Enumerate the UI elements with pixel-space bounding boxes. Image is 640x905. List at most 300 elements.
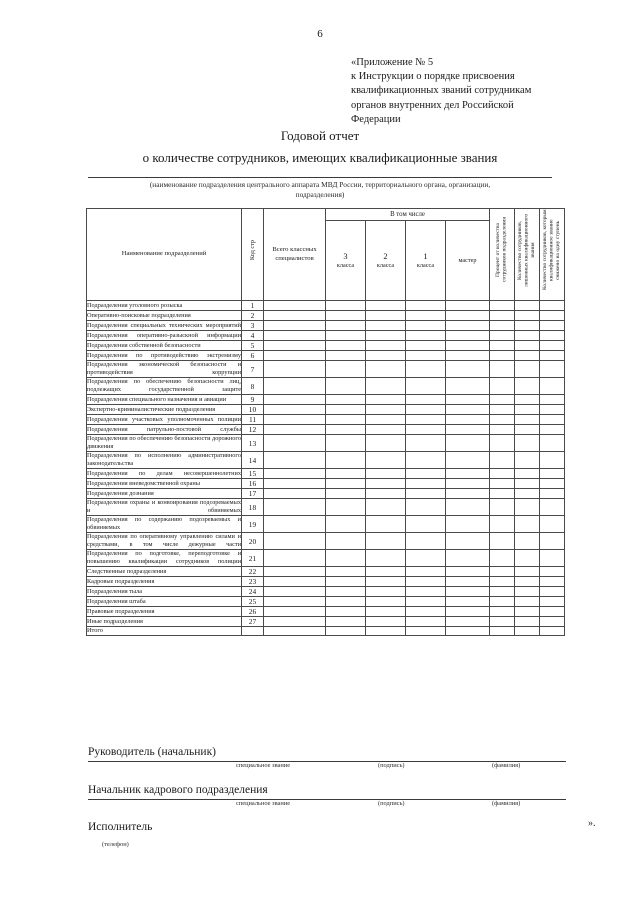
signature-role-hr: Начальник кадрового подразделения (88, 784, 268, 796)
row-value-cell[interactable] (326, 469, 366, 479)
row-value-cell[interactable] (446, 597, 490, 607)
row-value-cell[interactable] (264, 617, 326, 627)
row-value-cell[interactable] (540, 489, 565, 499)
row-value-cell[interactable] (366, 550, 406, 567)
row-value-cell[interactable] (540, 516, 565, 533)
row-value-cell[interactable] (326, 331, 366, 341)
row-value-cell[interactable] (515, 607, 540, 617)
row-value-cell[interactable] (446, 607, 490, 617)
row-value-cell[interactable] (406, 577, 446, 587)
row-value-cell[interactable] (264, 361, 326, 378)
row-value-cell[interactable] (490, 617, 515, 627)
row-value-cell[interactable] (515, 301, 540, 311)
header-code (242, 209, 264, 301)
row-value-cell[interactable] (366, 533, 406, 550)
row-value-cell[interactable] (366, 405, 406, 415)
row-value-cell[interactable] (366, 361, 406, 378)
header-class-master (446, 221, 490, 301)
table-row (87, 452, 565, 469)
row-value-cell[interactable] (264, 469, 326, 479)
row-value-cell[interactable] (515, 577, 540, 587)
document-title: Годовой отчет (280, 128, 360, 143)
row-value-cell[interactable] (406, 597, 446, 607)
row-value-cell[interactable] (264, 479, 326, 489)
row-value-cell[interactable] (515, 499, 540, 516)
row-code: 18 (242, 499, 264, 516)
row-value-cell[interactable] (490, 361, 515, 378)
row-value-cell[interactable] (446, 533, 490, 550)
row-value-cell[interactable] (406, 499, 446, 516)
row-value-cell[interactable] (326, 415, 366, 425)
table-row (87, 425, 565, 435)
row-value-cell[interactable] (540, 577, 565, 587)
row-value-cell[interactable] (366, 341, 406, 351)
row-value-cell[interactable] (446, 395, 490, 405)
row-value-cell[interactable] (406, 469, 446, 479)
row-value-cell[interactable] (326, 405, 366, 415)
row-value-cell[interactable] (264, 567, 326, 577)
row-value-cell[interactable] (326, 452, 366, 469)
row-value-cell[interactable] (406, 607, 446, 617)
row-value-cell[interactable] (406, 361, 446, 378)
row-value-cell[interactable] (406, 489, 446, 499)
row-value-cell[interactable] (446, 311, 490, 321)
row-value-cell[interactable] (406, 405, 446, 415)
row-value-cell[interactable] (540, 587, 565, 597)
row-value-cell[interactable] (515, 311, 540, 321)
row-value-cell[interactable] (406, 301, 446, 311)
row-value-cell[interactable] (515, 435, 540, 452)
row-value-cell[interactable] (515, 617, 540, 627)
organization-caption-line-2: подразделения) (295, 189, 345, 199)
row-value-cell[interactable] (540, 351, 565, 361)
organization-caption-line-1: (наименование подразделения центрального аппарата МВД России, территориального органа, организации, (149, 180, 491, 189)
row-value-cell[interactable] (264, 435, 326, 452)
row-value-cell[interactable] (446, 378, 490, 395)
row-value-cell[interactable] (515, 415, 540, 425)
header-group-among-which: В том числе (326, 209, 490, 221)
row-value-cell[interactable] (490, 331, 515, 341)
row-value-cell[interactable] (366, 597, 406, 607)
row-value-cell[interactable] (406, 627, 446, 636)
row-value-cell[interactable] (515, 321, 540, 331)
header-lowered-label: Количество сотрудников, которым квалификационное звание снижено на одну ступень (542, 209, 562, 291)
row-value-cell[interactable] (326, 627, 366, 636)
row-value-cell[interactable] (446, 479, 490, 489)
header-percent-label: Процент от количества сотрудников подразделения (495, 217, 508, 283)
row-value-cell[interactable] (446, 516, 490, 533)
header-class-1-num: 1 (423, 251, 428, 261)
header-class-3-word: класса (336, 261, 355, 269)
table-row (87, 533, 565, 550)
row-value-cell[interactable] (406, 311, 446, 321)
table-row (87, 351, 565, 361)
row-value-cell[interactable] (540, 405, 565, 415)
row-value-cell[interactable] (490, 469, 515, 479)
row-value-cell[interactable] (264, 533, 326, 550)
table-row (87, 311, 565, 321)
row-value-cell[interactable] (406, 533, 446, 550)
row-value-cell[interactable] (490, 607, 515, 617)
row-value-cell[interactable] (446, 341, 490, 351)
row-value-cell[interactable] (326, 301, 366, 311)
row-value-cell[interactable] (490, 516, 515, 533)
row-value-cell[interactable] (326, 378, 366, 395)
row-value-cell[interactable] (326, 311, 366, 321)
row-value-cell[interactable] (490, 627, 515, 636)
row-value-cell[interactable] (366, 587, 406, 597)
row-value-cell[interactable] (540, 469, 565, 479)
row-value-cell[interactable] (366, 425, 406, 435)
row-value-cell[interactable] (366, 395, 406, 405)
row-value-cell[interactable] (366, 607, 406, 617)
row-value-cell[interactable] (515, 469, 540, 479)
row-value-cell[interactable] (446, 627, 490, 636)
row-value-cell[interactable] (540, 597, 565, 607)
table-row (87, 627, 565, 636)
row-value-cell[interactable] (446, 435, 490, 452)
row-value-cell[interactable] (406, 351, 446, 361)
row-value-cell[interactable] (326, 425, 366, 435)
row-value-cell[interactable] (264, 331, 326, 341)
row-value-cell[interactable] (515, 378, 540, 395)
row-value-cell[interactable] (366, 321, 406, 331)
row-value-cell[interactable] (490, 395, 515, 405)
row-value-cell[interactable] (326, 341, 366, 351)
row-value-cell[interactable] (540, 452, 565, 469)
row-code: 10 (242, 405, 264, 415)
row-value-cell[interactable] (540, 567, 565, 577)
row-value-cell[interactable] (264, 607, 326, 617)
row-value-cell[interactable] (540, 533, 565, 550)
row-value-cell[interactable] (326, 321, 366, 331)
table-row (87, 395, 565, 405)
row-value-cell[interactable] (515, 425, 540, 435)
row-code: 27 (242, 617, 264, 627)
row-value-cell[interactable] (540, 311, 565, 321)
row-value-cell[interactable] (446, 415, 490, 425)
row-value-cell[interactable] (540, 479, 565, 489)
row-value-cell[interactable] (366, 452, 406, 469)
table-row (87, 469, 565, 479)
row-value-cell[interactable] (540, 395, 565, 405)
row-value-cell[interactable] (366, 351, 406, 361)
row-value-cell[interactable] (515, 516, 540, 533)
header-name: Наименование подразделений (87, 209, 242, 301)
row-value-cell[interactable] (264, 405, 326, 415)
row-value-cell[interactable] (366, 415, 406, 425)
row-value-cell[interactable] (366, 627, 406, 636)
row-value-cell[interactable] (264, 587, 326, 597)
row-value-cell[interactable] (326, 550, 366, 567)
row-value-cell[interactable] (540, 321, 565, 331)
row-value-cell[interactable] (264, 627, 326, 636)
row-value-cell[interactable] (540, 378, 565, 395)
row-value-cell[interactable] (366, 311, 406, 321)
row-value-cell[interactable] (326, 587, 366, 597)
table-row (87, 415, 565, 425)
row-value-cell[interactable] (446, 301, 490, 311)
row-value-cell[interactable] (446, 567, 490, 577)
row-value-cell[interactable] (515, 627, 540, 636)
row-value-cell[interactable] (406, 415, 446, 425)
row-value-cell[interactable] (264, 516, 326, 533)
row-value-cell[interactable] (540, 499, 565, 516)
header-class-3-num: 3 (343, 251, 348, 261)
row-value-cell[interactable] (446, 452, 490, 469)
header-class-master-word: мастер (458, 257, 477, 264)
row-value-cell[interactable] (326, 435, 366, 452)
row-value-cell[interactable] (366, 378, 406, 395)
row-value-cell[interactable] (326, 489, 366, 499)
row-value-cell[interactable] (406, 425, 446, 435)
row-value-cell[interactable] (264, 550, 326, 567)
row-department-name: Экспертно-криминалистические подразделения (87, 405, 242, 415)
row-value-cell[interactable] (515, 479, 540, 489)
row-value-cell[interactable] (515, 567, 540, 577)
row-value-cell[interactable] (490, 405, 515, 415)
row-value-cell[interactable] (540, 425, 565, 435)
row-value-cell[interactable] (264, 301, 326, 311)
row-value-cell[interactable] (366, 567, 406, 577)
table-row (87, 301, 565, 311)
row-department-name: Подразделения оперативно-разыскной информации (87, 331, 241, 339)
report-table-head (87, 209, 565, 301)
row-value-cell[interactable] (540, 301, 565, 311)
row-value-cell[interactable] (406, 550, 446, 567)
header-class-1-word: класса (416, 261, 435, 269)
row-value-cell[interactable] (264, 395, 326, 405)
row-value-cell[interactable] (406, 395, 446, 405)
row-value-cell[interactable] (264, 415, 326, 425)
row-department-name: Подразделения по обеспечению безопасности дорожного движения (87, 435, 241, 450)
row-value-cell[interactable] (490, 435, 515, 452)
row-value-cell[interactable] (490, 479, 515, 489)
row-value-cell[interactable] (406, 479, 446, 489)
row-value-cell[interactable] (406, 617, 446, 627)
header-percent (490, 209, 515, 301)
table-row (87, 597, 565, 607)
row-value-cell[interactable] (264, 341, 326, 351)
row-value-cell[interactable] (515, 351, 540, 361)
row-value-cell[interactable] (515, 452, 540, 469)
page-number: 6 (317, 28, 323, 40)
row-value-cell[interactable] (490, 499, 515, 516)
row-code: 1 (242, 301, 264, 311)
row-value-cell[interactable] (490, 587, 515, 597)
row-value-cell[interactable] (490, 577, 515, 587)
row-value-cell[interactable] (406, 452, 446, 469)
row-value-cell[interactable] (264, 597, 326, 607)
row-value-cell[interactable] (326, 361, 366, 378)
row-value-cell[interactable] (515, 405, 540, 415)
row-value-cell[interactable] (366, 301, 406, 311)
row-value-cell[interactable] (515, 597, 540, 607)
row-value-cell[interactable] (446, 577, 490, 587)
header-class-2-word: класса (376, 261, 395, 269)
table-row (87, 516, 565, 533)
row-value-cell[interactable] (515, 361, 540, 378)
row-value-cell[interactable] (540, 361, 565, 378)
row-value-cell[interactable] (326, 351, 366, 361)
row-department-name: Подразделения по обеспечению безопасности лиц, подлежащих государственной защите (87, 378, 241, 393)
row-value-cell[interactable] (406, 341, 446, 351)
row-value-cell[interactable] (366, 499, 406, 516)
row-value-cell[interactable] (406, 321, 446, 331)
row-value-cell[interactable] (264, 489, 326, 499)
row-value-cell[interactable] (446, 405, 490, 415)
row-value-cell[interactable] (446, 617, 490, 627)
row-value-cell[interactable] (540, 550, 565, 567)
row-value-cell[interactable] (515, 550, 540, 567)
row-value-cell[interactable] (515, 587, 540, 597)
row-value-cell[interactable] (540, 331, 565, 341)
row-value-cell[interactable] (264, 499, 326, 516)
row-code: 25 (242, 597, 264, 607)
table-row (87, 617, 565, 627)
row-value-cell[interactable] (490, 567, 515, 577)
appendix-line-1: «Приложение № 5 (351, 57, 434, 68)
row-value-cell[interactable] (326, 395, 366, 405)
row-value-cell[interactable] (490, 378, 515, 395)
document-subtitle: о количестве сотрудников, имеющих квалификационные звания (142, 150, 498, 165)
executor-phone-caption: (телефон) (102, 841, 129, 848)
row-value-cell[interactable] (366, 469, 406, 479)
row-code: 3 (242, 321, 264, 331)
row-value-cell[interactable] (490, 533, 515, 550)
row-value-cell[interactable] (326, 597, 366, 607)
row-value-cell[interactable] (366, 331, 406, 341)
table-row (87, 567, 565, 577)
row-value-cell[interactable] (406, 516, 446, 533)
row-code (242, 627, 264, 636)
row-value-cell[interactable] (366, 516, 406, 533)
row-value-cell[interactable] (326, 533, 366, 550)
row-value-cell[interactable] (446, 499, 490, 516)
row-value-cell[interactable] (446, 550, 490, 567)
row-value-cell[interactable] (264, 577, 326, 587)
row-code: 15 (242, 469, 264, 479)
row-value-cell[interactable] (366, 489, 406, 499)
row-value-cell[interactable] (515, 489, 540, 499)
caption-rank-hr: специальное звание (236, 800, 291, 807)
row-value-cell[interactable] (446, 321, 490, 331)
row-value-cell[interactable] (446, 331, 490, 341)
row-value-cell[interactable] (490, 550, 515, 567)
row-department-name: Подразделения по противодействию экстремизму (87, 351, 241, 359)
row-value-cell[interactable] (406, 331, 446, 341)
row-value-cell[interactable] (540, 617, 565, 627)
row-value-cell[interactable] (264, 351, 326, 361)
row-value-cell[interactable] (446, 469, 490, 479)
row-value-cell[interactable] (326, 499, 366, 516)
header-total: Всего классных специалистов (264, 209, 326, 301)
row-department-name: Подразделения дознания (87, 489, 242, 499)
row-value-cell[interactable] (446, 587, 490, 597)
row-department-name: Подразделения экономической безопасности и противодействия коррупции (87, 361, 241, 376)
row-value-cell[interactable] (406, 435, 446, 452)
row-value-cell[interactable] (446, 489, 490, 499)
row-value-cell[interactable] (446, 425, 490, 435)
header-class-1 (406, 221, 446, 301)
row-value-cell[interactable] (540, 341, 565, 351)
row-value-cell[interactable] (264, 311, 326, 321)
row-value-cell[interactable] (406, 378, 446, 395)
row-code: 23 (242, 577, 264, 587)
row-value-cell[interactable] (446, 361, 490, 378)
row-code: 16 (242, 479, 264, 489)
row-code: 11 (242, 415, 264, 425)
row-department-name: Подразделения охраны и конвоирования подозреваемых и обвиняемых (87, 499, 241, 514)
row-value-cell[interactable] (446, 351, 490, 361)
row-value-cell[interactable] (490, 341, 515, 351)
row-code: 2 (242, 311, 264, 321)
row-value-cell[interactable] (490, 425, 515, 435)
row-value-cell[interactable] (264, 425, 326, 435)
row-value-cell[interactable] (326, 516, 366, 533)
row-value-cell[interactable] (366, 479, 406, 489)
row-value-cell[interactable] (326, 607, 366, 617)
row-value-cell[interactable] (490, 321, 515, 331)
row-value-cell[interactable] (326, 577, 366, 587)
header-deprived (515, 209, 540, 301)
row-value-cell[interactable] (490, 311, 515, 321)
row-value-cell[interactable] (515, 331, 540, 341)
row-value-cell[interactable] (515, 533, 540, 550)
row-value-cell[interactable] (366, 617, 406, 627)
row-value-cell[interactable] (264, 452, 326, 469)
row-value-cell[interactable] (540, 415, 565, 425)
row-value-cell[interactable] (264, 378, 326, 395)
row-value-cell[interactable] (406, 567, 446, 577)
row-department-name: Правовые подразделения (87, 607, 242, 617)
caption-signature-head: (подпись) (378, 762, 405, 769)
row-code: 4 (242, 331, 264, 341)
row-code: 19 (242, 516, 264, 533)
row-department-name: Подразделения по оперативному управлению силами и средствами, в том числе дежурные части (87, 533, 241, 548)
row-value-cell[interactable] (515, 341, 540, 351)
row-code: 24 (242, 587, 264, 597)
table-row (87, 550, 565, 567)
row-value-cell[interactable] (540, 607, 565, 617)
row-value-cell[interactable] (366, 577, 406, 587)
row-value-cell[interactable] (540, 435, 565, 452)
row-value-cell[interactable] (490, 301, 515, 311)
row-value-cell[interactable] (264, 321, 326, 331)
report-table (86, 208, 565, 636)
row-value-cell[interactable] (490, 452, 515, 469)
row-value-cell[interactable] (326, 617, 366, 627)
row-value-cell[interactable] (366, 435, 406, 452)
row-value-cell[interactable] (540, 627, 565, 636)
row-department-name: Подразделения патрульно-постовой службы (87, 425, 241, 433)
row-value-cell[interactable] (515, 395, 540, 405)
row-value-cell[interactable] (326, 479, 366, 489)
table-row (87, 321, 565, 331)
row-value-cell[interactable] (490, 489, 515, 499)
row-code: 8 (242, 378, 264, 395)
row-code: 7 (242, 361, 264, 378)
table-row (87, 405, 565, 415)
table-row (87, 361, 565, 378)
row-value-cell[interactable] (490, 415, 515, 425)
table-row (87, 499, 565, 516)
row-value-cell[interactable] (490, 597, 515, 607)
row-value-cell[interactable] (406, 587, 446, 597)
row-value-cell[interactable] (326, 567, 366, 577)
row-value-cell[interactable] (490, 351, 515, 361)
row-code: 13 (242, 435, 264, 452)
